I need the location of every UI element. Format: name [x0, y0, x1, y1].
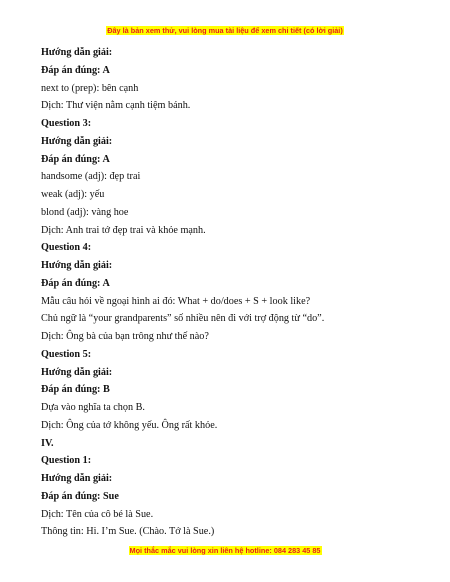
section-heading-line: Đáp án đúng: B: [41, 384, 110, 396]
body-text-line: Dịch: Ông của tớ không yếu. Ông rất khỏe.: [41, 419, 218, 431]
section-heading-line: Hướng dẫn giải:: [41, 260, 113, 271]
body-text-line: Thông tin: Hi. I’m Sue. (Chào. Tớ là Sue.): [41, 526, 215, 538]
body-text-line: next to (prep): bên cạnh: [41, 82, 139, 94]
body-text-line: Dựa vào nghĩa ta chọn B.: [41, 402, 145, 413]
body-text-line: Dịch: Tên của cô bé là Sue.: [41, 508, 154, 520]
document-body: [41, 44, 421, 541]
body-text-line: Chủ ngữ là “your grandparents” số nhiều nên đi với trợ động từ “do”.: [41, 313, 325, 325]
section-heading-line: Question 4:: [41, 242, 92, 254]
body-text-line: blond (adj): vàng hoe: [41, 206, 129, 218]
body-text-line: handsome (adj): đẹp trai: [41, 171, 141, 183]
section-heading-line: Hướng dẫn giải:: [41, 473, 113, 484]
section-heading-line: Hướng dẫn giải:: [41, 366, 113, 378]
section-heading-line: Đáp án đúng: Sue: [41, 490, 119, 502]
section-heading-line: Question 1:: [41, 455, 92, 467]
section-heading-line: Hướng dẫn giải:: [41, 47, 113, 58]
section-heading-line: Đáp án đúng: A: [41, 64, 110, 76]
section-heading-line: Đáp án đúng: A: [41, 153, 110, 165]
body-text-line: Dịch: Thư viện nằm cạnh tiệm bánh.: [41, 100, 191, 112]
body-text-line: Dịch: Ông bà của bạn trông như thế nào?: [41, 331, 209, 342]
hotline-text: Mọi thắc mắc vui lòng xin liên hệ hotline: 084 283 45 85: [129, 546, 321, 555]
body-text-line: weak (adj): yếu: [41, 189, 105, 200]
section-heading-line: IV.: [41, 437, 54, 449]
section-heading-line: Question 5:: [41, 348, 92, 360]
body-text-line: Dịch: Anh trai tớ đẹp trai và khỏe mạnh.: [41, 224, 206, 236]
hotline-banner: [0, 546, 450, 556]
body-text-line: Mẫu câu hỏi về ngoại hình ai đó: What + do/does + S + look like?: [41, 295, 311, 307]
section-heading-line: Hướng dẫn giải:: [41, 135, 113, 147]
preview-notice-text: Đây là bản xem thử, vui lòng mua tài liệu để xem chi tiết (có lời giải): [107, 26, 343, 35]
section-heading-line: Question 3:: [41, 118, 92, 129]
section-heading-line: Đáp án đúng: A: [41, 277, 110, 289]
preview-notice-banner: [0, 26, 450, 36]
